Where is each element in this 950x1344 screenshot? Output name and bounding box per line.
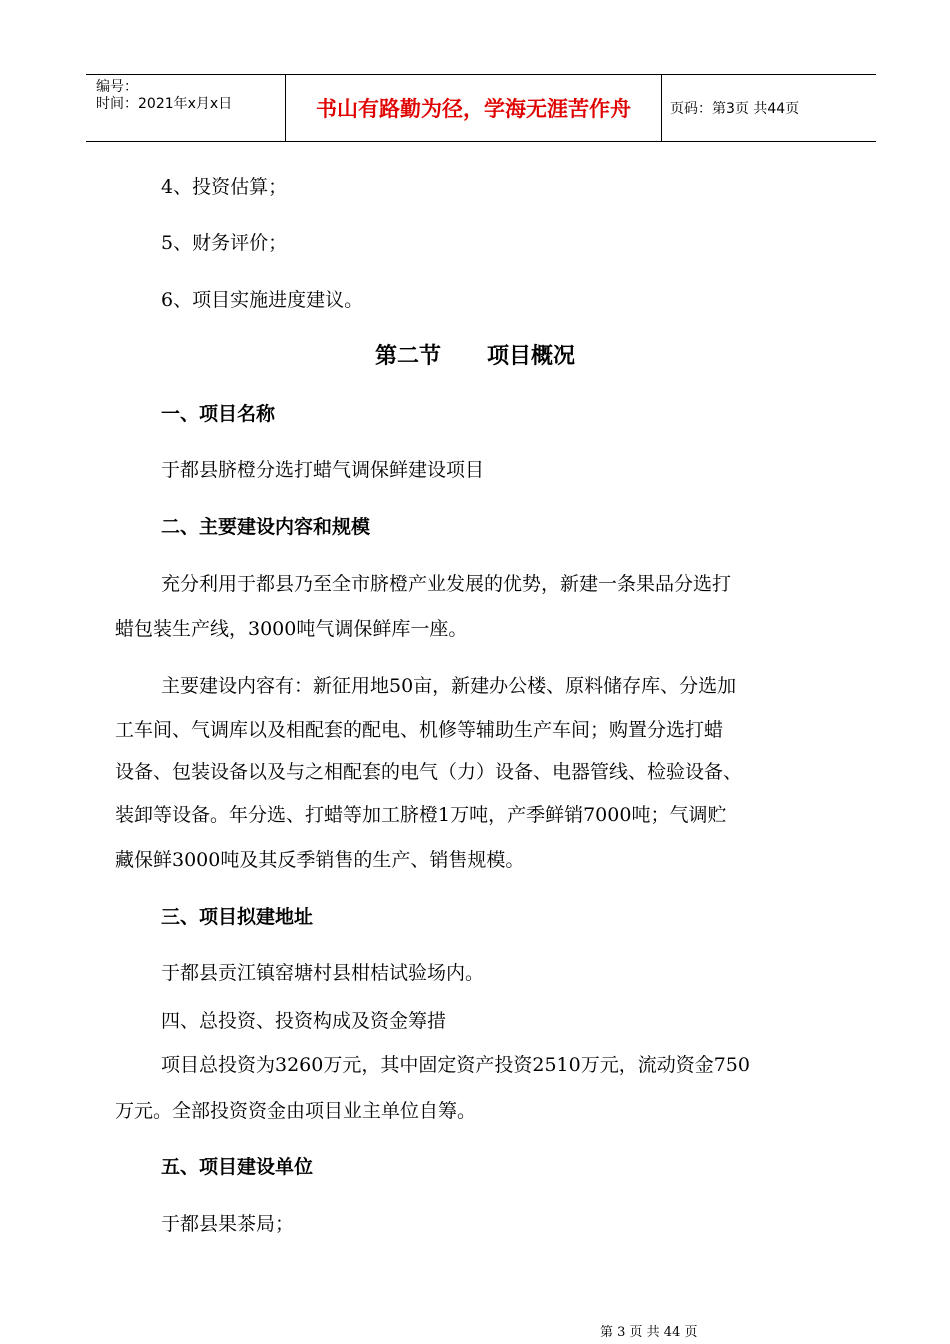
site-text: 于都县贡江镇窑塘村县柑桔试验场内。 — [161, 962, 485, 984]
heading-construction-unit: 五、项目建设单位 — [161, 1156, 314, 1178]
heading-project-name: 一、项目名称 — [161, 403, 276, 425]
paragraph-line: 装卸等设备。年分选、打蜡等加工脐橙1万吨，产季鲜销7000吨；气调贮 — [115, 804, 727, 826]
page-header — [86, 74, 876, 142]
paragraph-line: 工车间、气调库以及相配套的配电、机修等辅助生产车间；购置分选打蜡 — [115, 719, 724, 741]
header-motto: 书山有路勤为径，学海无涯苦作舟 — [286, 75, 662, 141]
paragraph-line: 设备、包装设备以及与之相配套的电气（力）设备、电器管线、检验设备、 — [115, 761, 743, 783]
section-title: 第二节 项目概况 — [375, 344, 575, 369]
paragraph-line: 主要建设内容有：新征用地50亩，新建办公楼、原料储存库、分选加 — [161, 675, 737, 697]
heading-construction-content: 二、主要建设内容和规模 — [161, 516, 371, 538]
list-item: 6、项目实施进度建议。 — [161, 289, 364, 311]
paragraph-line: 万元。全部投资资金由项目业主单位自筹。 — [115, 1100, 477, 1122]
list-item: 5、财务评价； — [161, 232, 288, 254]
header-time: 时间：2021年x月x日 — [96, 96, 233, 112]
heading-site: 三、项目拟建地址 — [161, 906, 314, 928]
paragraph-line: 藏保鲜3000吨及其反季销售的生产、销售规模。 — [115, 849, 525, 871]
header-page-info: 页码：第3页 共44页 — [670, 101, 800, 117]
heading-investment: 四、总投资、投资构成及资金筹措 — [161, 1010, 447, 1032]
header-number: 编号： — [96, 79, 138, 95]
list-item: 4、投资估算； — [161, 176, 288, 198]
paragraph-line: 充分利用于都县乃至全市脐橙产业发展的优势，新建一条果品分选打 — [161, 573, 732, 595]
project-name-text: 于都县脐橙分选打蜡气调保鲜建设项目 — [161, 459, 485, 481]
paragraph-line: 蜡包装生产线，3000吨气调保鲜库一座。 — [115, 618, 468, 640]
page-footer: 第 3 页 共 44 页 — [600, 1325, 698, 1340]
header-meta — [86, 75, 286, 141]
construction-unit-text: 于都县果茶局； — [161, 1213, 295, 1235]
paragraph-line: 项目总投资为3260万元，其中固定资产投资2510万元，流动资金750 — [161, 1054, 750, 1076]
